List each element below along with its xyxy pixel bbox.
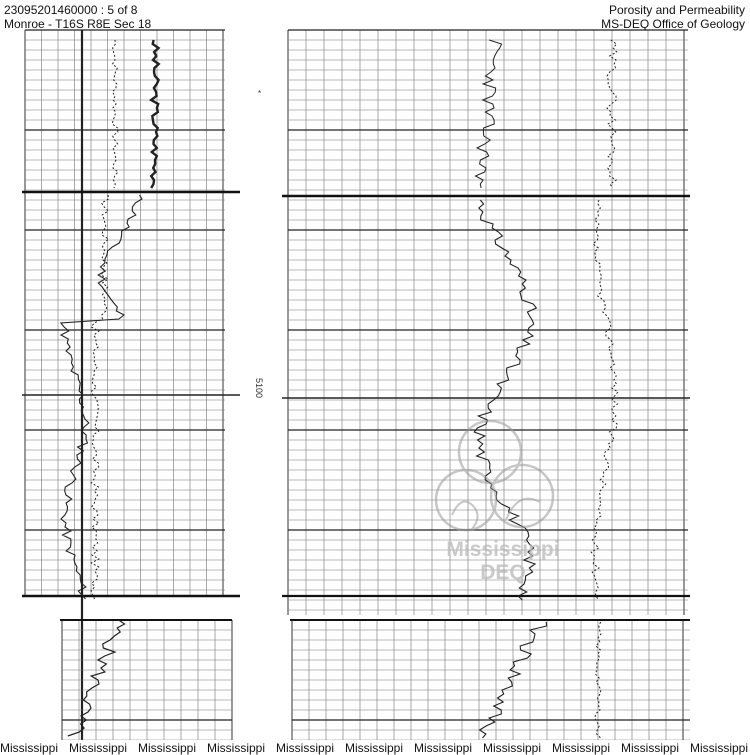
- log-type-title: Porosity and Permeability: [608, 3, 745, 17]
- watermark-text-mississippi: Mississippi: [446, 538, 560, 561]
- log-grid: [22, 30, 690, 740]
- footer-tile: Mississippi: [414, 741, 473, 755]
- footer-tile: Mississippi: [345, 741, 404, 755]
- footer-strip: [0, 741, 750, 755]
- footer-tile: Mississippi: [552, 741, 611, 755]
- footer-tile: Mississippi: [138, 741, 197, 755]
- footer-tile: Mississippi: [0, 741, 59, 755]
- location-label: Monroe - T16S R8E Sec 18: [4, 17, 152, 31]
- log-trace: [476, 40, 502, 188]
- log-curves: [61, 40, 618, 738]
- footer-tile: Mississippi: [621, 741, 680, 755]
- footer-tile: Mississippi: [276, 741, 335, 755]
- log-trace: [91, 195, 109, 599]
- log-trace: [151, 40, 159, 188]
- footer-tile: Mississippi: [69, 741, 128, 755]
- footer-tile: Mississippi: [690, 741, 749, 755]
- log-trace: [112, 40, 118, 188]
- depth-label: 5100: [254, 377, 264, 399]
- document-id: 23095201460000 : 5 of 8: [4, 3, 138, 17]
- agency-label: MS-DEQ Office of Geology: [601, 17, 745, 31]
- footer-tile: Mississippi: [207, 741, 266, 755]
- log-trace: [61, 195, 142, 599]
- watermark-seal: [436, 421, 553, 530]
- margin-mark: *: [258, 89, 262, 98]
- footer-tile: Mississippi: [483, 741, 542, 755]
- watermark-text-deq: DEQ: [480, 561, 526, 584]
